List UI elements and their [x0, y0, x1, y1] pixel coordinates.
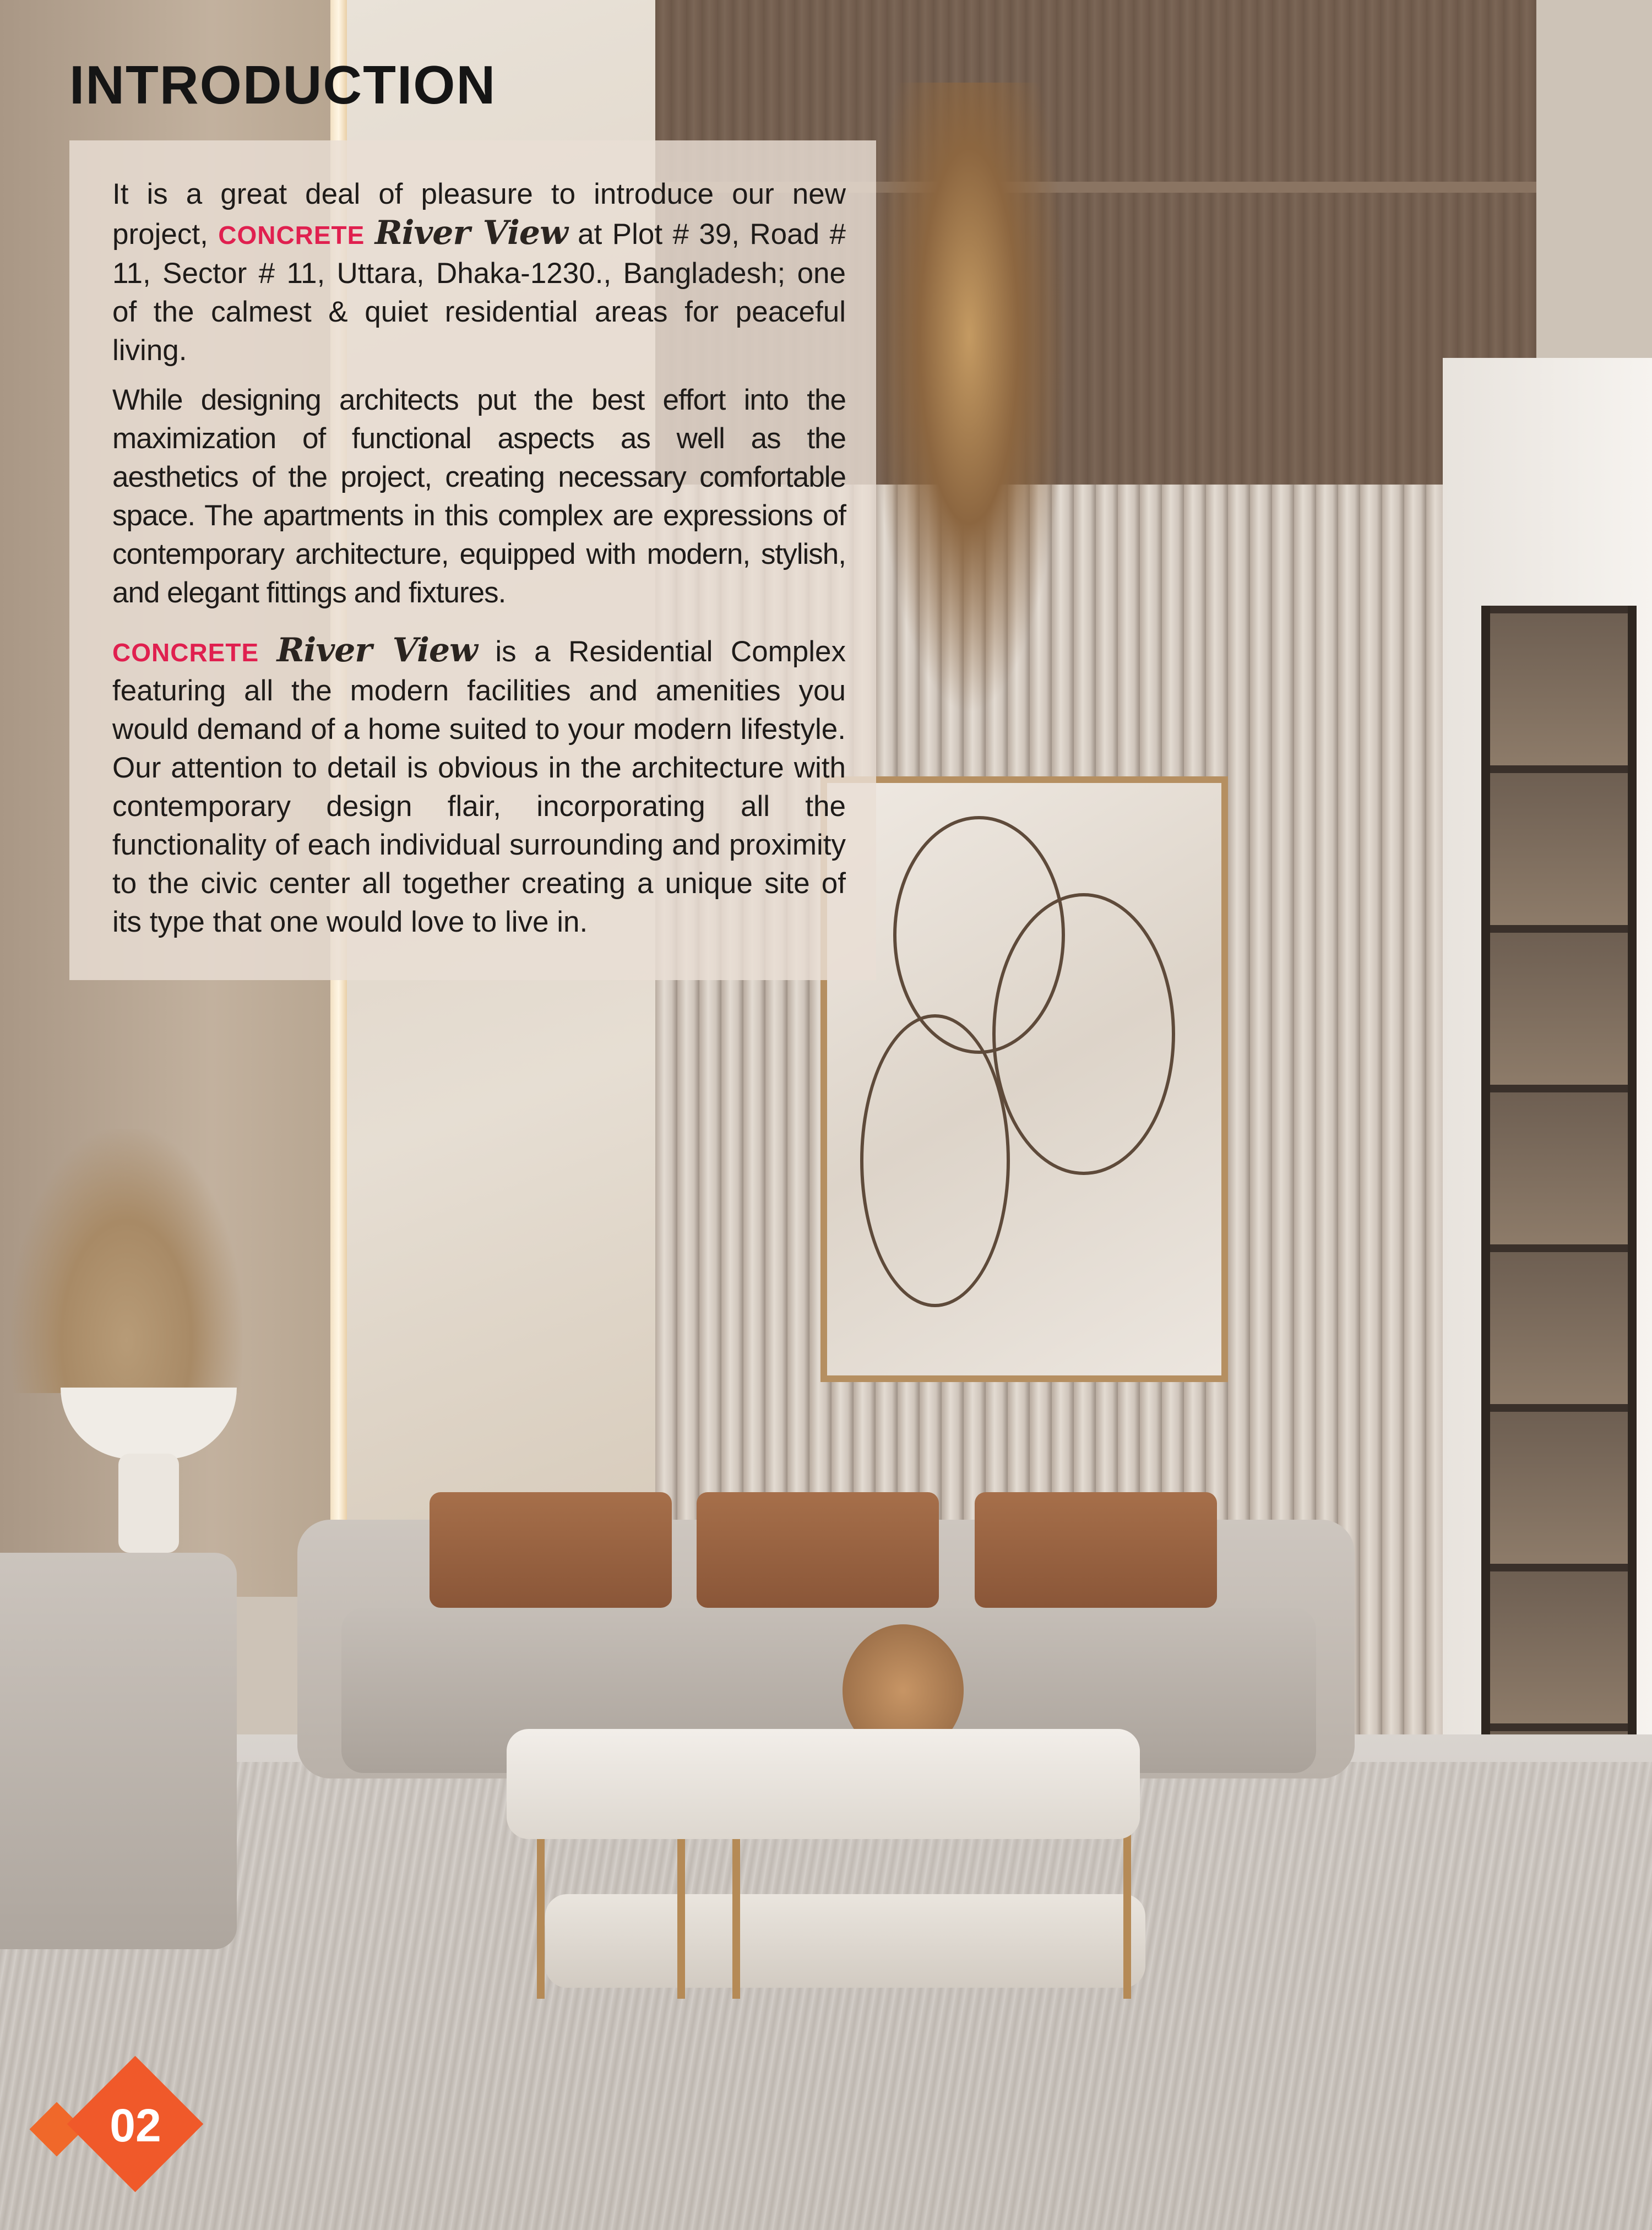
- coffee-table-top: [507, 1729, 1140, 1839]
- paragraph-body-text: at Plot # 39, Road # 11, Sector # 11, Uttara, Dhaka-1230., Bangladesh; one of the calmest & quiet residential areas for peaceful living.: [112, 218, 846, 367]
- bookshelf: [1481, 606, 1637, 1762]
- intro-paragraph-3: [112, 631, 846, 942]
- table-leg: [677, 1834, 685, 1999]
- project-name: River View: [276, 631, 477, 670]
- lamp-base: [118, 1454, 179, 1553]
- paragraph-lead-text: It is a great deal of pleasure to introduce our new project,: [112, 178, 846, 251]
- brand-name: CONCRETE: [112, 638, 259, 667]
- painting-curve: [860, 1014, 1010, 1307]
- pampas-grass: [11, 1129, 242, 1393]
- sofa-pillow: [430, 1492, 672, 1608]
- chandelier: [870, 83, 1068, 716]
- intro-paragraph-1: [112, 175, 846, 370]
- brand-name: CONCRETE: [218, 221, 365, 249]
- table-leg: [732, 1834, 740, 1999]
- table-leg: [1123, 1834, 1131, 1999]
- project-name: River View: [374, 214, 568, 252]
- painting-curve: [992, 893, 1175, 1175]
- sofa-pillow: [975, 1492, 1217, 1608]
- table-leg: [537, 1834, 545, 1999]
- framed-painting: [820, 776, 1228, 1382]
- page-number: 02: [110, 2100, 161, 2151]
- intro-paragraph-2: While designing architects put the best effort into the maximization of functional aspects as well as the aesthetics of the project, creating necessary comfortable space. The apartments in this complex are expressions of contemporary architecture, equipped with modern, stylish, and elegant fittings and fixtures.: [112, 384, 846, 609]
- left-sofa: [0, 1553, 237, 1949]
- sofa-pillow: [697, 1492, 939, 1608]
- coffee-table-base: [545, 1894, 1145, 1988]
- paragraph-body-text: is a Residential Complex featuring all the modern facilities and amenities you would demand of a home suited to your modern lifestyle. Our attention to detail is obvious in the architecture with contemporary design flair, incorporating all the functionality of each individual surrounding and proximity to the civic center all together creating a unique site of its type that one would love to live in.: [112, 635, 846, 938]
- page-title: INTRODUCTION: [69, 55, 497, 115]
